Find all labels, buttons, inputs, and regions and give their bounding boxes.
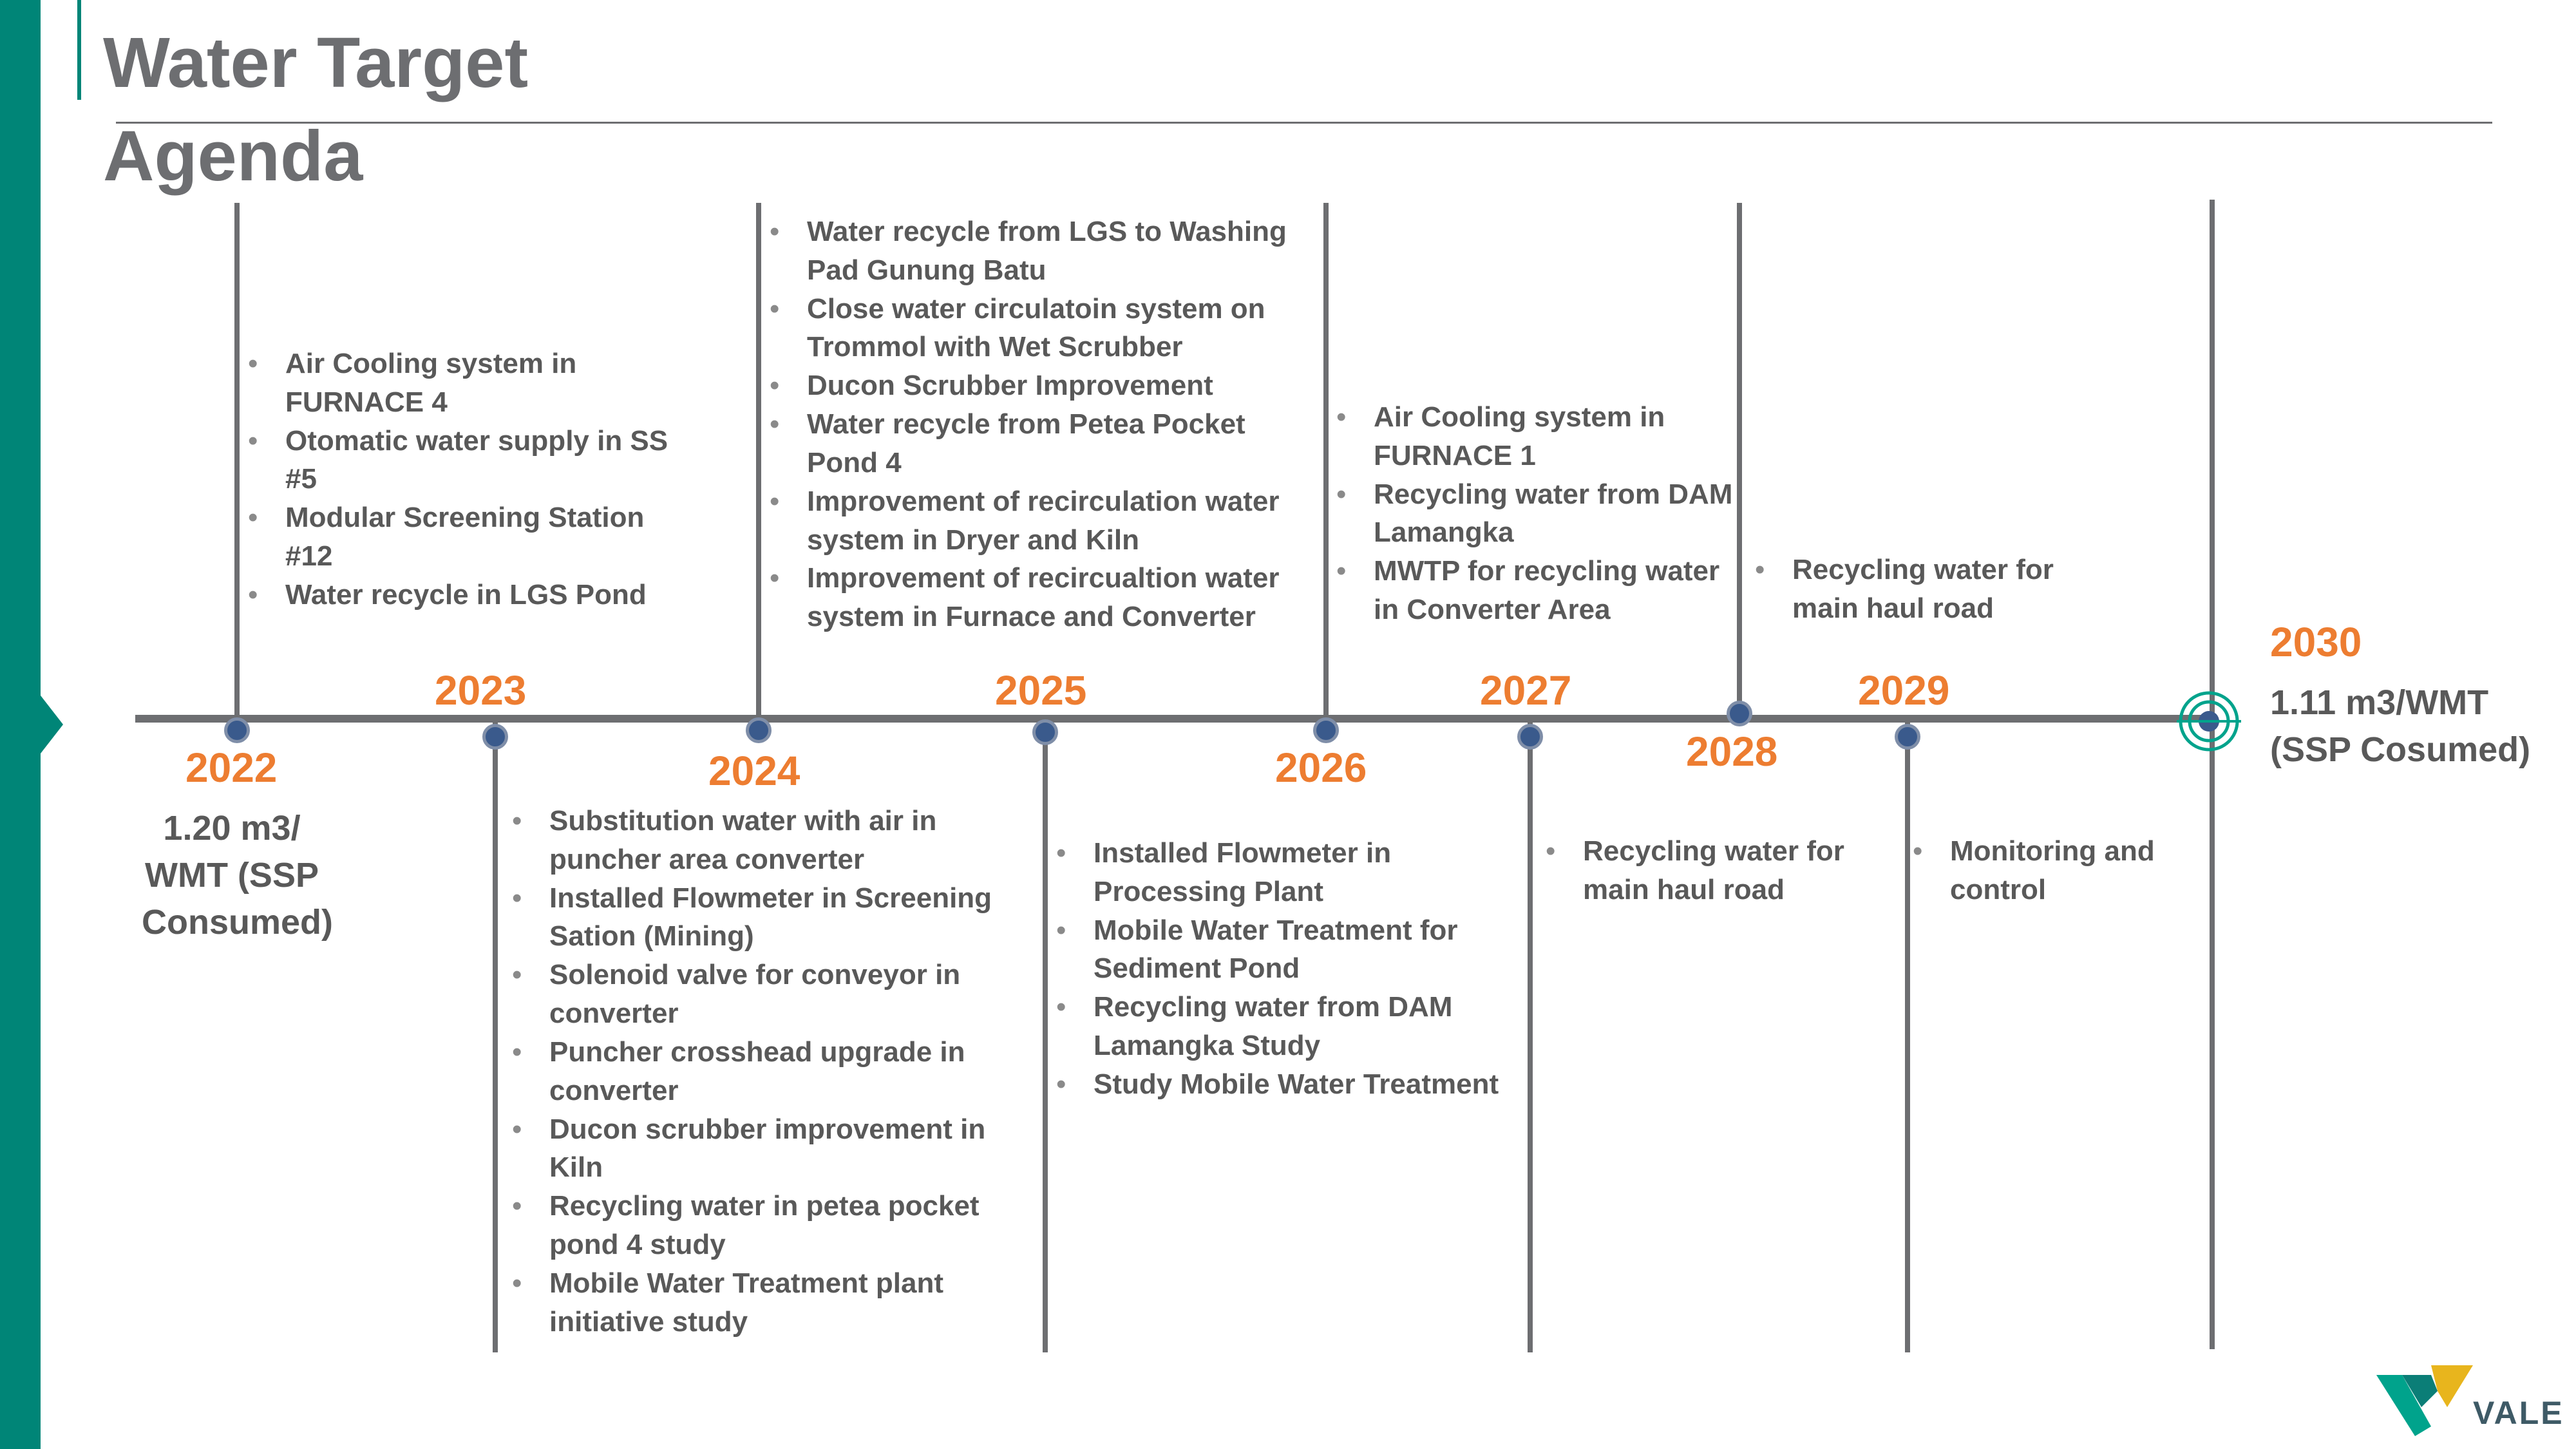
initiatives-2028	[1755, 551, 2116, 628]
title-accent-bar	[77, 0, 81, 100]
initiatives-2022	[248, 345, 699, 614]
list-item: • Ducon Scrubber Improvement	[770, 366, 1298, 405]
year-2029: 2029	[1858, 667, 1950, 714]
baseline-metric-line: Consumed)	[142, 902, 333, 942]
list-item: • Water recycle from Petea Pocket Pond 4	[770, 405, 1298, 482]
list-item: • Water recycle from LGS to Washing Pad Gunung Batu	[770, 213, 1298, 290]
list-item: • Substitution water with air in puncher area converter	[512, 802, 1014, 879]
stem-2028	[1737, 203, 1742, 715]
list-item: • Recycling water for main haul road	[1755, 551, 2116, 628]
baseline-metric-line: 1.20 m3/	[163, 809, 301, 848]
year-2028: 2028	[1686, 728, 1778, 775]
title-divider	[116, 122, 2492, 124]
year-2025: 2025	[995, 667, 1087, 714]
target-metric	[2270, 679, 2530, 773]
list-item: • Air Cooling system in FURNACE 1	[1336, 398, 1736, 475]
list-item: • Mobile Water Treatment plant initiative study	[512, 1264, 1014, 1341]
stem-2023	[493, 721, 498, 1352]
stem-2030	[2210, 200, 2215, 1349]
list-item: • Otomatic water supply in SS #5	[248, 422, 699, 499]
year-2023: 2023	[435, 667, 527, 714]
list-item: • Ducon scrubber improvement in Kiln	[512, 1110, 1014, 1188]
node-2024	[746, 717, 772, 743]
timeline-axis	[135, 715, 2215, 723]
stem-2024	[756, 203, 761, 728]
initiatives-2026	[1336, 398, 1736, 629]
stem-2027	[1528, 721, 1533, 1352]
baseline-metric-line: WMT (SSP	[145, 855, 319, 895]
year-2030: 2030	[2270, 619, 2362, 665]
list-item: • Study Mobile Water Treatment	[1056, 1065, 1507, 1104]
left-accent-arrow	[41, 696, 63, 753]
stem-2025	[1043, 721, 1048, 1352]
target-metric-line: (SSP Cosumed)	[2270, 730, 2531, 769]
year-2026: 2026	[1275, 744, 1367, 791]
initiatives-2029	[1913, 832, 2196, 909]
initiatives-2027	[1546, 832, 1906, 909]
list-item: • Water recycle in LGS Pond	[248, 576, 699, 614]
initiatives-2025	[1056, 834, 1507, 1104]
node-2028	[1727, 701, 1752, 726]
stem-2026	[1323, 203, 1329, 728]
list-item: • Close water circulatoin system on Trommol with Wet Scrubber	[770, 290, 1298, 367]
target-icon	[2177, 689, 2241, 753]
node-2022	[224, 717, 250, 743]
list-item: • Solenoid valve for conveyor in converter	[512, 956, 1014, 1033]
list-item: • Improvement of recircualtion water system in Furnace and Converter	[770, 559, 1298, 636]
initiatives-2024	[770, 213, 1298, 636]
left-accent-bar	[0, 0, 41, 1449]
list-item: • Installed Flowmeter in Processing Plant	[1056, 834, 1507, 911]
node-2029	[1895, 724, 1920, 750]
node-2023	[482, 724, 508, 750]
list-item: • MWTP for recycling water in Converter Area	[1336, 552, 1736, 629]
list-item: • Monitoring and control	[1913, 832, 2196, 909]
year-2027: 2027	[1480, 667, 1572, 714]
list-item: • Recycling water from DAM Lamangka Study	[1056, 988, 1507, 1065]
list-item: • Puncher crosshead upgrade in converter	[512, 1033, 1014, 1110]
list-item: • Modular Screening Station #12	[248, 498, 699, 576]
node-2027	[1517, 724, 1543, 750]
year-2024: 2024	[708, 748, 800, 794]
stem-2022	[234, 203, 240, 728]
list-item: • Installed Flowmeter in Screening Sation (Mining)	[512, 879, 1014, 956]
list-item: • Recycling water for main haul road	[1546, 832, 1906, 909]
page-subtitle: Agenda	[103, 117, 363, 196]
list-item: • Recycling water from DAM Lamangka	[1336, 475, 1736, 553]
baseline-metric	[142, 805, 333, 946]
target-metric-line: 1.11 m3/WMT	[2270, 683, 2489, 722]
list-item: • Mobile Water Treatment for Sediment Pond	[1056, 911, 1507, 989]
list-item: • Improvement of recirculation water system in Dryer and Kiln	[770, 482, 1298, 560]
vale-logo-text: VALE	[2473, 1395, 2564, 1431]
stem-2029	[1905, 721, 1910, 1352]
initiatives-2023	[512, 802, 1014, 1341]
node-2025	[1032, 719, 1058, 745]
list-item: • Air Cooling system in FURNACE 4	[248, 345, 699, 422]
list-item: • Recycling water in petea pocket pond 4 study	[512, 1187, 1014, 1264]
year-2022: 2022	[185, 744, 278, 791]
page-title: Water Target	[103, 23, 529, 102]
node-2026	[1313, 717, 1339, 743]
